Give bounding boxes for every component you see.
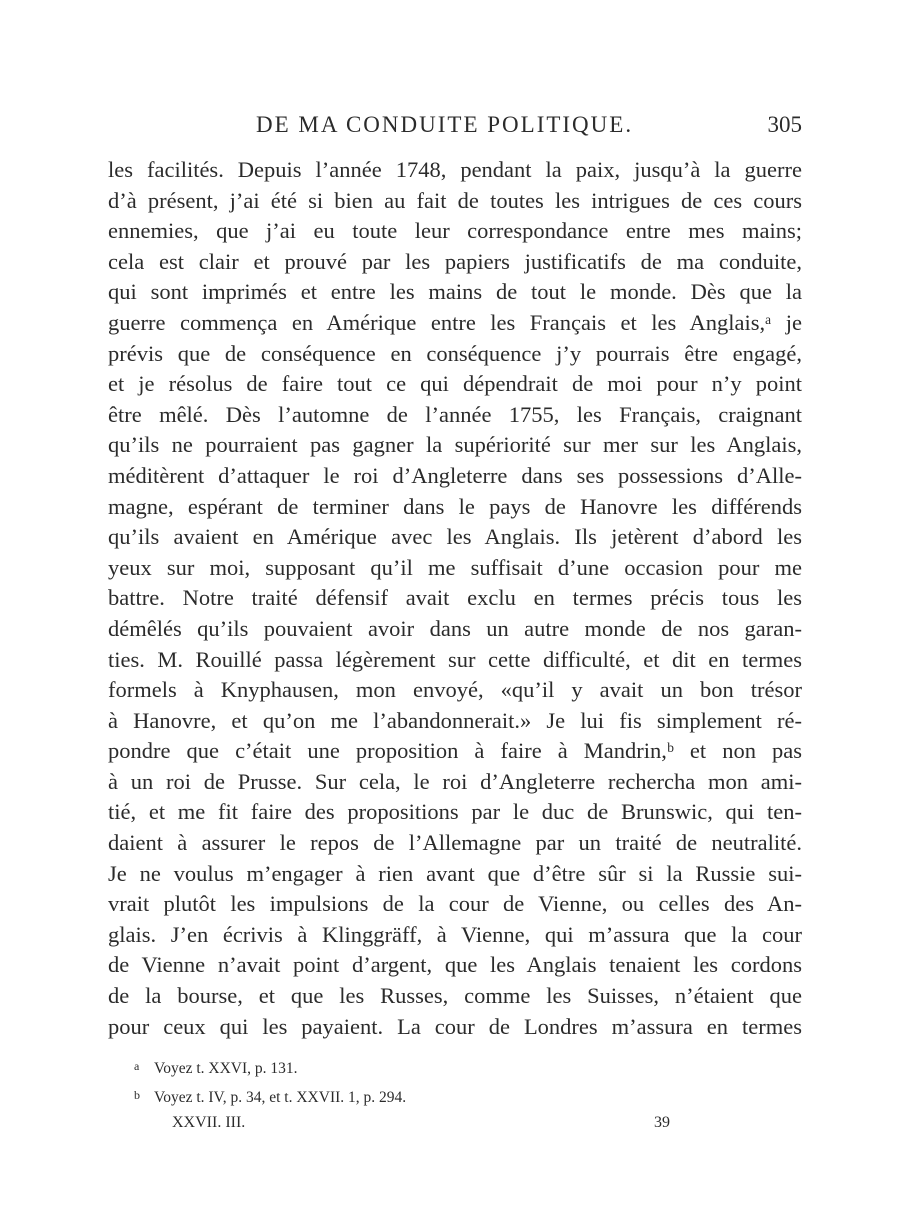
page-number: 305 <box>767 112 802 137</box>
text-line: tié, et me fit faire des propositions par le duc de Brunswic, qui ten- <box>108 799 802 825</box>
text-line: méditèrent d’attaquer le roi d’Angleterre dans ses possessions d’Alle- <box>108 462 802 488</box>
text-line: à un roi de Prusse. Sur cela, le roi d’Angleterre rechercha mon ami- <box>108 768 802 794</box>
text-line: les facilités. Depuis l’année 1748, pendant la paix, jusqu’à la guerre <box>108 157 802 182</box>
text-line: qu’ils avaient en Amérique avec les Anglais. Ils jetèrent d’abord les <box>108 524 802 550</box>
text-line: et je résolus de faire tout ce qui dépendrait de moi pour n’y point <box>108 371 802 397</box>
text-line: pour ceux qui les payaient. La cour de Londres m’assura en termes <box>108 1013 802 1039</box>
text-line: de la bourse, et que les Russes, comme les Suisses, n’étaient que <box>108 983 802 1009</box>
footnotes <box>134 1053 794 1111</box>
footnote-marker: a <box>134 1059 140 1073</box>
text-line: qui sont imprimés et entre les mains de tout le monde. Dès que la <box>108 279 802 305</box>
text-line: vrait plutôt les impulsions de la cour de Vienne, ou celles des An- <box>108 891 802 917</box>
page-footer <box>172 1114 672 1138</box>
text-line: magne, espérant de terminer dans le pays de Hanovre les différends <box>108 493 802 519</box>
text-line: cela est clair et prouvé par les papiers justificatifs de ma conduite, <box>108 248 802 274</box>
text-line: pondre que c’était une proposition à faire à Mandrin,ᵇ et non pas <box>108 738 802 764</box>
text-line: de Vienne n’avait point d’argent, que les Anglais tenaient les cordons <box>108 952 802 978</box>
text-line: Je ne voulus m’engager à rien avant que d’être sûr si la Russie sui- <box>108 860 802 886</box>
footnote-text: Voyez t. IV, p. 34, et t. XXVII. 1, p. 294. <box>154 1089 407 1106</box>
printer-signature: XXVII. III. <box>172 1114 246 1131</box>
text-line: d’à présent, j’ai été si bien au fait de toutes les intrigues de ces cours <box>108 187 802 213</box>
body-text <box>108 155 802 1042</box>
text-line: démêlés qu’ils pouvaient avoir dans un autre monde de nos garan- <box>108 615 802 641</box>
text-line: ties. M. Rouillé passa légèrement sur cette difficulté, et dit en termes <box>108 646 802 672</box>
text-line: à Hanovre, et qu’on me l’abandonnerait.» Je lui fis simplement ré- <box>108 707 802 733</box>
running-title: DE MA CONDUITE POLITIQUE. <box>256 112 634 137</box>
text-line: prévis que de conséquence en conséquence j’y pourrais être engagé, <box>108 340 802 366</box>
footnote-text: Voyez t. XXVI, p. 131. <box>154 1060 298 1077</box>
text-line: formels à Knyphausen, mon envoyé, «qu’il y avait un bon trésor <box>108 677 802 703</box>
text-line: glais. J’en écrivis à Klinggräff, à Vienne, qui m’assura que la cour <box>108 921 802 947</box>
footnote-marker: b <box>134 1088 140 1102</box>
text-line: ennemies, que j’ai eu toute leur correspondance entre mes mains; <box>108 218 802 244</box>
text-line: guerre commença en Amérique entre les Français et les Anglais,ᵃ je <box>108 309 802 335</box>
text-line: daient à assurer le repos de l’Allemagne par un traité de neutralité. <box>108 830 802 856</box>
text-line: yeux sur moi, supposant qu’il me suffisait d’une occasion pour me <box>108 554 802 580</box>
footnote-b <box>134 1082 794 1111</box>
sheet-number: 39 <box>654 1114 670 1131</box>
text-line: battre. Notre traité défensif avait exclu en termes précis tous les <box>108 585 802 611</box>
footnote-a <box>134 1053 794 1082</box>
running-head <box>108 112 802 142</box>
text-line: être mêlé. Dès l’automne de l’année 1755, les Français, craignant <box>108 401 802 427</box>
text-line: qu’ils ne pourraient pas gagner la supériorité sur mer sur les Anglais, <box>108 432 802 458</box>
